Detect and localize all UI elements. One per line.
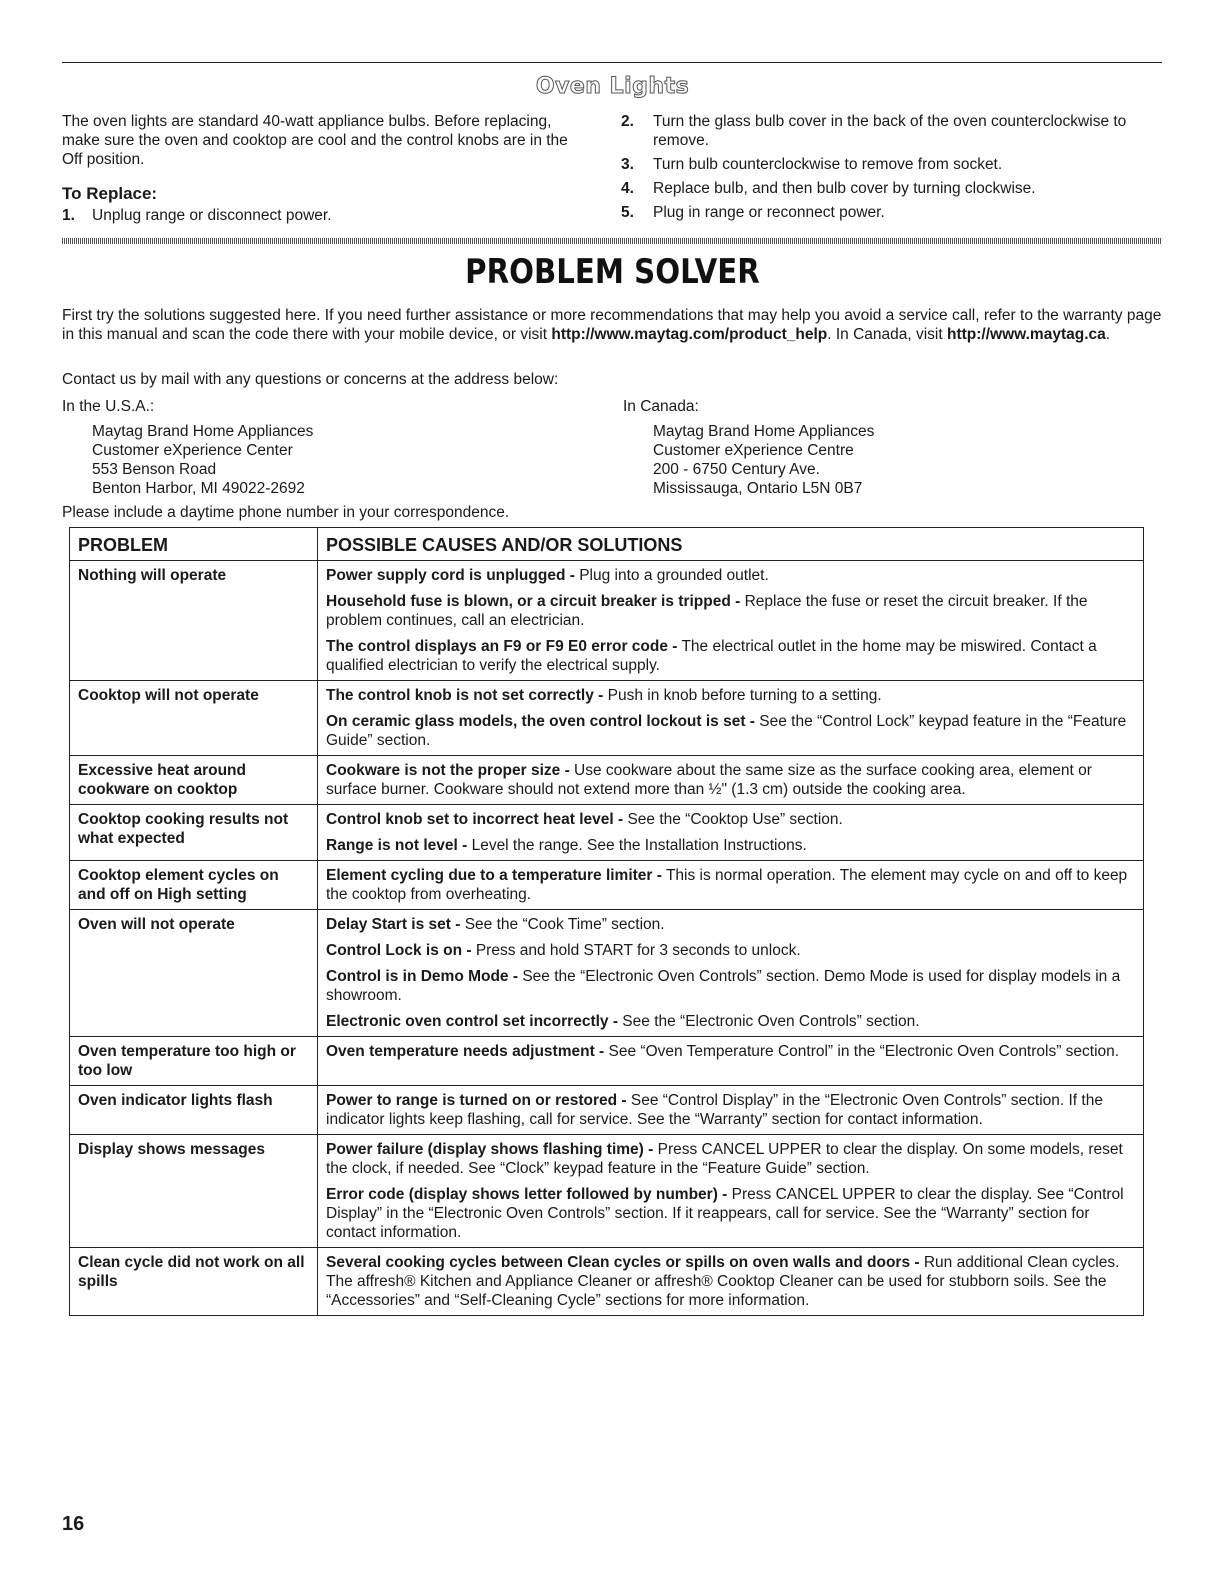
step-text: Turn the glass bulb cover in the back of the oven counterclockwise to remove. (653, 113, 1127, 149)
problem-cell: Cooktop element cycles on and off on High setting (70, 861, 318, 910)
oven-lights-intro: The oven lights are standard 40-watt appliance bulbs. Before replacing, make sure the oven and cooktop are cool and the control knobs are in the Off position. (62, 113, 568, 168)
problem-cell: Display shows messages (70, 1135, 318, 1248)
to-replace-heading: To Replace: (62, 184, 158, 203)
solutions-cell (318, 681, 1144, 756)
solution-text: Run additional Clean cycles. The affresh® Kitchen and Appliance Cleaner or affresh® Cooktop Cleaner can be used for stubborn soils. See the “Accessories” and “Self-Cleaning Cycle” sections for more information. (326, 1254, 1120, 1309)
problem-cell: Oven indicator lights flash (70, 1086, 318, 1135)
step-number: 3. (621, 156, 634, 173)
address-line: Benton Harbor, MI 49022-2692 (92, 480, 305, 497)
solution-text: See “Oven Temperature Control” in the “Electronic Oven Controls” section. (604, 1043, 1120, 1060)
address-line: 200 - 6750 Century Ave. (653, 461, 820, 478)
address-line: Maytag Brand Home Appliances (92, 423, 314, 440)
solutions-cell (318, 1086, 1144, 1135)
solution-cause: Control Lock is on - (326, 942, 472, 959)
solution-cause: The control displays an F9 or F9 E0 error code - (326, 638, 678, 655)
replace-step (62, 206, 582, 225)
solutions-cell (318, 861, 1144, 910)
solution-cause: Power supply cord is unplugged - (326, 567, 575, 584)
solution-cause: Several cooking cycles between Clean cycles or spills on oven walls and doors - (326, 1254, 920, 1271)
solution-text: Replace the fuse or reset the circuit breaker. If the problem continues, call an electrician. (326, 593, 1088, 629)
address-line: Customer eXperience Centre (653, 442, 854, 459)
table-row (70, 1135, 1144, 1248)
solution-item (326, 941, 1135, 960)
solution-cause: On ceramic glass models, the oven control lockout is set - (326, 713, 755, 730)
section-divider (62, 238, 1162, 244)
solution-text: See the “Cook Time” section. (460, 916, 665, 933)
intro-text: . (1105, 326, 1111, 343)
problem-solver-table (69, 527, 1144, 1316)
table-row (70, 756, 1144, 805)
solution-cause: Element cycling due to a temperature limiter - (326, 867, 662, 884)
solutions-column-header: POSSIBLE CAUSES AND/OR SOLUTIONS (318, 528, 1144, 561)
solution-item (326, 637, 1135, 675)
table-row (70, 1086, 1144, 1135)
address-line: Mississauga, Ontario L5N 0B7 (653, 480, 863, 497)
problem-cell: Nothing will operate (70, 561, 318, 681)
solution-text: Press CANCEL UPPER to clear the display. See “Control Display” in the “Electronic Oven Controls” section. If it reappears, call for service. See the “Warranty” section for contact information. (326, 1186, 1124, 1241)
intro-text: . In Canada, visit (827, 326, 947, 343)
contact-line: Contact us by mail with any questions or concerns at the address below: (62, 371, 559, 388)
solution-text: See the “Electronic Oven Controls” section. (618, 1013, 920, 1030)
solutions-cell (318, 805, 1144, 861)
solution-text: See “Control Display” in the “Electronic Oven Controls” section. If the indicator lights keep flashing, call for service. See the “Warranty” section for contact information. (326, 1092, 1103, 1128)
solution-text: See the “Control Lock” keypad feature in the “Feature Guide” section. (326, 713, 1127, 749)
solution-cause: Electronic oven control set incorrectly - (326, 1013, 618, 1030)
oven-lights-right-column (621, 112, 1161, 227)
solution-item (326, 592, 1135, 630)
address-line: 553 Benson Road (92, 461, 217, 478)
problem-cell: Oven temperature too high or too low (70, 1037, 318, 1086)
replace-step (621, 112, 1161, 150)
solution-item (326, 566, 1135, 585)
problem-cell: Oven will not operate (70, 910, 318, 1037)
solution-cause: Power to range is turned on or restored - (326, 1092, 627, 1109)
solution-item (326, 1253, 1135, 1310)
replace-step (621, 203, 1161, 222)
page-number: 16 (62, 1513, 85, 1535)
solution-cause: Range is not level - (326, 837, 468, 854)
step-text: Plug in range or reconnect power. (653, 204, 885, 221)
table-row (70, 1037, 1144, 1086)
table-row (70, 805, 1144, 861)
solution-cause: Error code (display shows letter followed by number) - (326, 1186, 728, 1203)
solution-item (326, 1012, 1135, 1031)
canada-support-link[interactable]: http://www.maytag.ca (947, 326, 1106, 343)
step-number: 1. (62, 207, 75, 224)
table-row (70, 910, 1144, 1037)
solution-text: See the “Cooktop Use” section. (623, 811, 843, 828)
solution-item (326, 810, 1135, 829)
solution-cause: Control knob set to incorrect heat level - (326, 811, 624, 828)
solution-cause: Oven temperature needs adjustment - (326, 1043, 605, 1060)
us-support-link[interactable]: http://www.maytag.com/product_help (551, 326, 828, 343)
table-header-row (70, 528, 1144, 561)
solution-cause: The control knob is not set correctly - (326, 687, 604, 704)
solution-cause: Delay Start is set - (326, 916, 461, 933)
solution-text: Use cookware about the same size as the surface cooking area, element or surface burner. Cookware should not extend more than ½" (1.3 cm) outside the cooking area. (326, 762, 1092, 798)
phone-note: Please include a daytime phone number in your correspondence. (62, 504, 510, 521)
solutions-cell (318, 1037, 1144, 1086)
solution-cause: Power failure (display shows flashing time) - (326, 1141, 654, 1158)
solutions-cell (318, 910, 1144, 1037)
solution-cause: Household fuse is blown, or a circuit breaker is tripped - (326, 593, 741, 610)
solution-item (326, 761, 1135, 799)
step-text: Unplug range or disconnect power. (92, 207, 332, 224)
us-address-heading: In the U.S.A.: (62, 398, 155, 415)
solution-item (326, 1042, 1135, 1061)
solution-text: See the “Electronic Oven Controls” section. Demo Mode is used for display models in a showroom. (326, 968, 1121, 1004)
problem-cell: Cooktop cooking results not what expected (70, 805, 318, 861)
solution-item (326, 1185, 1135, 1242)
problem-column-header: PROBLEM (70, 528, 318, 561)
solution-item (326, 967, 1135, 1005)
top-rule (62, 62, 1162, 63)
table-row (70, 561, 1144, 681)
us-address (62, 397, 313, 498)
solution-item (326, 712, 1135, 750)
intro-text: First try the solutions suggested here. If you need further assistance or more recommendations that may help you avoid a service call, refer to the warranty page in this manual and scan the code there with your mobile device, or visit (62, 307, 1162, 343)
table-row (70, 861, 1144, 910)
oven-lights-left-column (62, 112, 582, 230)
step-text: Replace bulb, and then bulb cover by turning clockwise. (653, 180, 1036, 197)
solution-text: Press and hold START for 3 seconds to unlock. (471, 942, 801, 959)
replace-step (621, 155, 1161, 174)
table-row (70, 1248, 1144, 1316)
intro-paragraph (62, 306, 1162, 344)
step-number: 5. (621, 204, 634, 221)
canada-address-heading: In Canada: (623, 398, 699, 415)
address-line: Customer eXperience Center (92, 442, 293, 459)
solution-item (326, 1091, 1135, 1129)
solution-text: Plug into a grounded outlet. (574, 567, 769, 584)
table-row (70, 681, 1144, 756)
solution-text: Press CANCEL UPPER to clear the display. On some models, reset the clock, if needed. See “Clock” keypad feature in the “Feature Guide” section. (326, 1141, 1123, 1177)
solutions-cell (318, 1248, 1144, 1316)
solution-text: This is normal operation. The element may cycle on and off to keep the cooktop from overheating. (326, 867, 1128, 903)
solution-text: The electrical outlet in the home may be miswired. Contact a qualified electrician to verify the electrical supply. (326, 638, 1097, 674)
problem-cell: Excessive heat around cookware on cooktop (70, 756, 318, 805)
solution-item (326, 836, 1135, 855)
problem-cell: Clean cycle did not work on all spills (70, 1248, 318, 1316)
step-number: 4. (621, 180, 634, 197)
solution-cause: Cookware is not the proper size - (326, 762, 570, 779)
solution-item (326, 866, 1135, 904)
solutions-cell (318, 756, 1144, 805)
problem-solver-title: PROBLEM SOLVER (465, 252, 760, 292)
problem-solver-intro (62, 306, 1162, 344)
oven-lights-title: Oven Lights (535, 74, 690, 99)
replace-step (621, 179, 1161, 198)
solutions-cell (318, 1135, 1144, 1248)
solution-item (326, 686, 1135, 705)
solution-item (326, 1140, 1135, 1178)
solution-text: Level the range. See the Installation Instructions. (467, 837, 807, 854)
problem-cell: Cooktop will not operate (70, 681, 318, 756)
step-text: Turn bulb counterclockwise to remove from socket. (653, 156, 1003, 173)
canada-address (623, 397, 874, 498)
solution-text: Push in knob before turning to a setting. (603, 687, 882, 704)
step-number: 2. (621, 113, 634, 130)
solution-item (326, 915, 1135, 934)
address-line: Maytag Brand Home Appliances (653, 423, 875, 440)
solution-cause: Control is in Demo Mode - (326, 968, 519, 985)
solutions-cell (318, 561, 1144, 681)
